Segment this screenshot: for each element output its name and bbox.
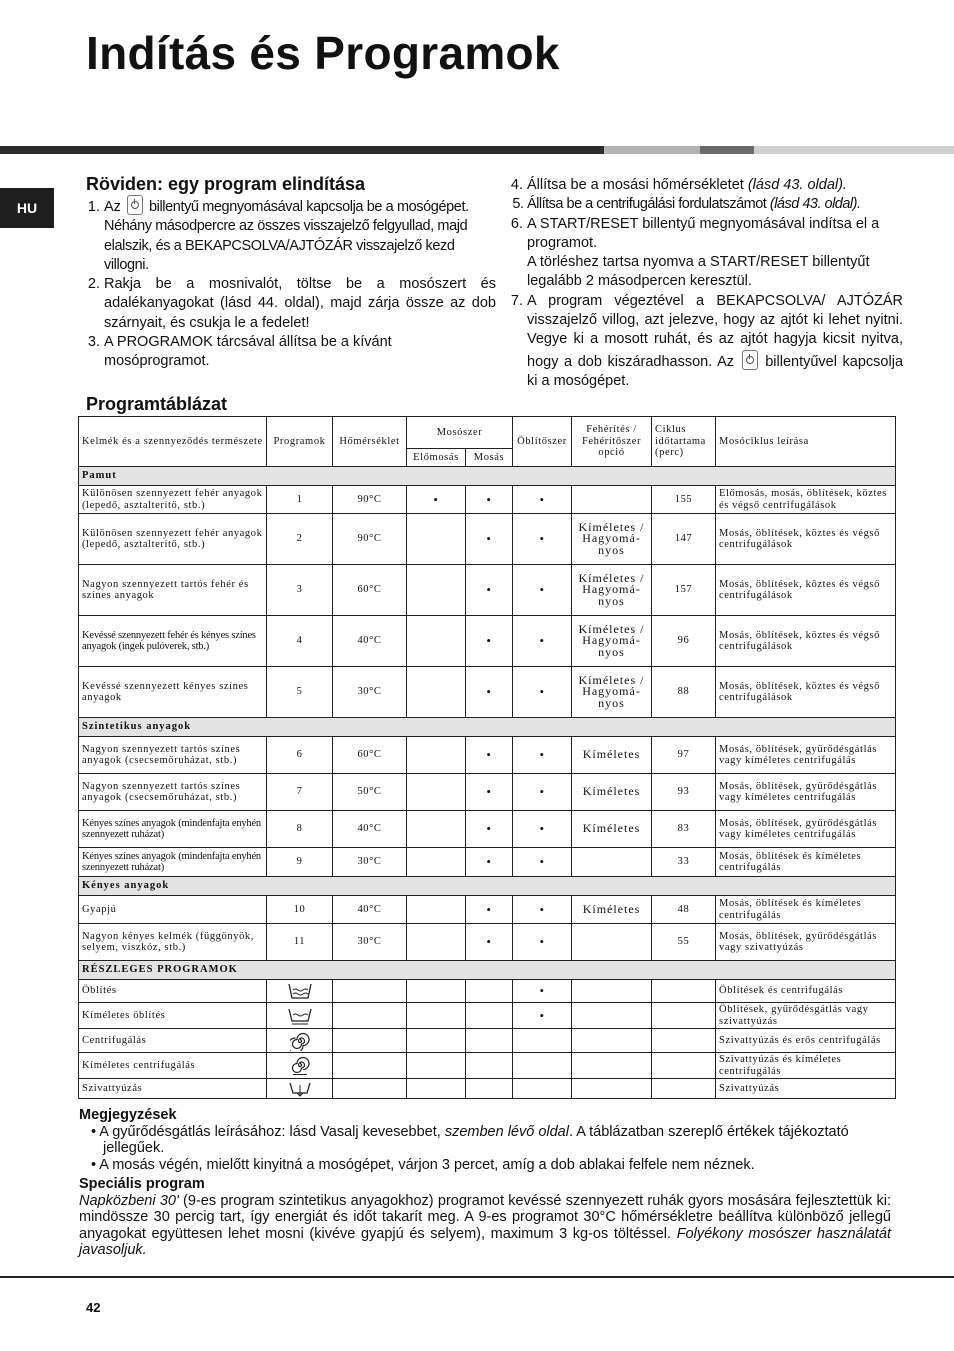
table-row: Kevéssé szennyezett kényes színes anyagok 5 30°C • • Kíméletes / Hagyomá-nyos 88 Mosás, öblítések, köztes és végső centrifugálások bbox=[79, 667, 896, 718]
col-program: Programok bbox=[267, 417, 333, 467]
section-synthetic: Szintetikus anyagok bbox=[79, 718, 896, 737]
header-bar-mid bbox=[700, 146, 754, 154]
notes-heading: Megjegyzések bbox=[79, 1107, 177, 1123]
step-4: 4. Állítsa be a mosási hőmérsékletet (lásd 43. oldal). bbox=[527, 176, 903, 195]
notes bbox=[79, 1107, 891, 1259]
table-row: Kényes színes anyagok (mindenfajta enyhén szennyezett ruházat) 8 40°C • • Kíméletes 83 Mosás, öblítések, gyűrődésgátlás vagy kíméletes centrifugálás bbox=[79, 811, 896, 848]
col-softener: Öblítőszer bbox=[513, 417, 572, 467]
power-icon bbox=[127, 195, 143, 215]
col-prewash: Előmosás bbox=[407, 449, 466, 467]
section-cotton: Pamut bbox=[79, 467, 896, 486]
table-row: Gyapjú 10 40°C • • Kíméletes 48 Mosás, öblítések és kíméletes centrifugálás bbox=[79, 896, 896, 924]
program-table bbox=[78, 416, 896, 1099]
note-1: • A gyűrődésgátlás leírásához: lásd Vasalj kevesebbet, szemben lévő oldal. A táblázatban szereplő értékek tájékoztató jellegűek. bbox=[91, 1123, 849, 1156]
step-6: 6. A START/RESET billentyű megnyomásával indítsa el a programot. A törléshez tartsa nyomva a START/RESET billentyűt legalább 2 másodpercen keresztül. bbox=[527, 215, 903, 292]
table-row: Különösen szennyezett fehér anyagok (lepedő, asztalterítő, stb.) 2 90°C • • Kíméletes / Hagyomá-nyos 147 Mosás, öblítések, köztes és végső centrifugálások bbox=[79, 514, 896, 565]
col-detergent: Mosószer bbox=[407, 417, 513, 449]
power-icon bbox=[742, 350, 758, 370]
col-fabric: Kelmék és a szennyeződés természete bbox=[79, 417, 267, 467]
spin-icon bbox=[290, 1031, 310, 1051]
rinse-icon bbox=[287, 982, 313, 1000]
col-wash: Mosás bbox=[466, 449, 513, 467]
gentle-rinse-icon bbox=[287, 1007, 313, 1025]
table-row: Szivattyúzás Szivattyúzás bbox=[79, 1079, 896, 1099]
table-row: Kényes színes anyagok (mindenfajta enyhén szennyezett ruházat) 9 30°C • • 33 Mosás, öblítések és kíméletes centrifugálás bbox=[79, 848, 896, 877]
table-row: Nagyon kényes kelmék (függönyök, selyem, viszkóz, stb.) 11 30°C • • 55 Mosás, öblítések, gyűrődésgátlás vagy szivattyúzás bbox=[79, 924, 896, 961]
gentle-spin-icon bbox=[290, 1056, 310, 1076]
col-temp: Hőmérséklet bbox=[333, 417, 407, 467]
table-row: Kíméletes öblítés • Öblítések, gyűrődésgátlás vagy szivattyúzás bbox=[79, 1003, 896, 1029]
step-5: 5. Állítsa be a centrifugálási fordulatszámot (lásd 43. oldal). bbox=[527, 195, 903, 214]
language-tab: HU bbox=[0, 188, 54, 228]
step-1: 1. Az billentyű megnyomásával kapcsolja be a mosógépet. Néhány másodpercre az összes visszajelző felgyullad, majd elalszik, és a BEKAPCSOLVA/AJTÓZÁR visszajelző kezd villogni. bbox=[104, 195, 496, 275]
step-7: 7. A program végeztével a BEKAPCSOLVA/ AJTÓZÁR visszajelző villog, azt jelezve, hogy az ajtót ki lehet nyitni. Vegye ki a mosott ruhát, és az ajtót hagyja kicsit nyitva, hogy a dob kiszáradhasson. Az billentyűvel kapcsolja ki a mosógépet. bbox=[527, 292, 903, 391]
table-row: Kevéssé szennyezett fehér és kényes színes anyagok (ingek pulóverek, stb.) 4 40°C • • Kíméletes / Hagyomá-nyos 96 Mosás, öblítések, köztes és végső centrifugálások bbox=[79, 616, 896, 667]
drain-icon bbox=[288, 1081, 312, 1097]
special-program-heading: Speciális program bbox=[79, 1176, 205, 1192]
header-bar-pale bbox=[754, 146, 954, 154]
header-bar-light bbox=[604, 146, 700, 154]
header-bar-dark bbox=[0, 146, 604, 154]
table-row: Centrifugálás Szivattyúzás és erős centrifugálás bbox=[79, 1029, 896, 1053]
table-row: Kíméletes centrifugálás Szivattyúzás és kíméletes centrifugálás bbox=[79, 1053, 896, 1079]
col-desc: Mosóciklus leírása bbox=[716, 417, 896, 467]
step-3: 3. A PROGRAMOK tárcsával állítsa be a kívánt mosóprogramot. bbox=[104, 333, 496, 372]
footer-rule bbox=[0, 1276, 954, 1278]
page-title: Indítás és Programok bbox=[86, 27, 560, 79]
table-row: Nagyon szennyezett tartós színes anyagok (csecsemőruházat, stb.) 7 50°C • • Kíméletes 93 Mosás, öblítések, gyűrődésgátlás vagy kíméletes centrifugálás bbox=[79, 774, 896, 811]
section-partial: RÉSZLEGES PROGRAMOK bbox=[79, 961, 896, 980]
table-row: Nagyon szennyezett tartós fehér és színes anyagok 3 60°C • • Kíméletes / Hagyomá-nyos 157 Mosás, öblítések, köztes és végső centrifugálások bbox=[79, 565, 896, 616]
steps-right bbox=[509, 176, 903, 391]
note-2: • A mosás végén, mielőtt kinyitná a mosógépet, várjon 3 percet, amíg a dob ablakai felfele nem néznek. bbox=[91, 1156, 755, 1173]
table-row: Különösen szennyezett fehér anyagok (lepedő, asztalterítő, stb.) 1 90°C • • • 155 Előmosás, mosás, öblítések, köztes és végső centrifugálások bbox=[79, 486, 896, 514]
quick-start-heading: Röviden: egy program elindítása bbox=[86, 174, 366, 194]
col-bleach: Fehérítés / Fehérítőszer opció bbox=[572, 417, 652, 467]
steps-left bbox=[86, 195, 496, 372]
section-delicate: Kényes anyagok bbox=[79, 877, 896, 896]
program-table-heading: Programtáblázat bbox=[86, 394, 228, 414]
page-number: 42 bbox=[86, 1300, 101, 1315]
special-program-text: Napközbeni 30' (9-es program szintetikus anyagokhoz) programot kevéssé szennyezett ruhák gyors mosására fejlesztettük ki: mindössze 30 percig tart, így energiát és időt takarít meg. A 9-es programot 30°C hőmérsékletre beállítva különböző jellegű anyagokat együttesen lehet mosni (kivéve gyapjú és selyem), maximum 3 kg-os töltéssel. Folyékony mosószer használatát javasoljuk. bbox=[79, 1192, 892, 1258]
table-row: Öblítés • Öblítések és centrifugálás bbox=[79, 980, 896, 1003]
col-cycle: Ciklus időtartama (perc) bbox=[652, 417, 716, 467]
table-row: Nagyon szennyezett tartós színes anyagok (csecsemőruházat, stb.) 6 60°C • • Kíméletes 97 Mosás, öblítések, gyűrődésgátlás vagy kíméletes centrifugálás bbox=[79, 737, 896, 774]
step-2: 2. Rakja be a mosnivalót, töltse be a mosószert és adalékanyagokat (lásd 44. oldal), majd zárja össze az dob szárnyait, és csukja le a fedelet! bbox=[104, 275, 496, 333]
